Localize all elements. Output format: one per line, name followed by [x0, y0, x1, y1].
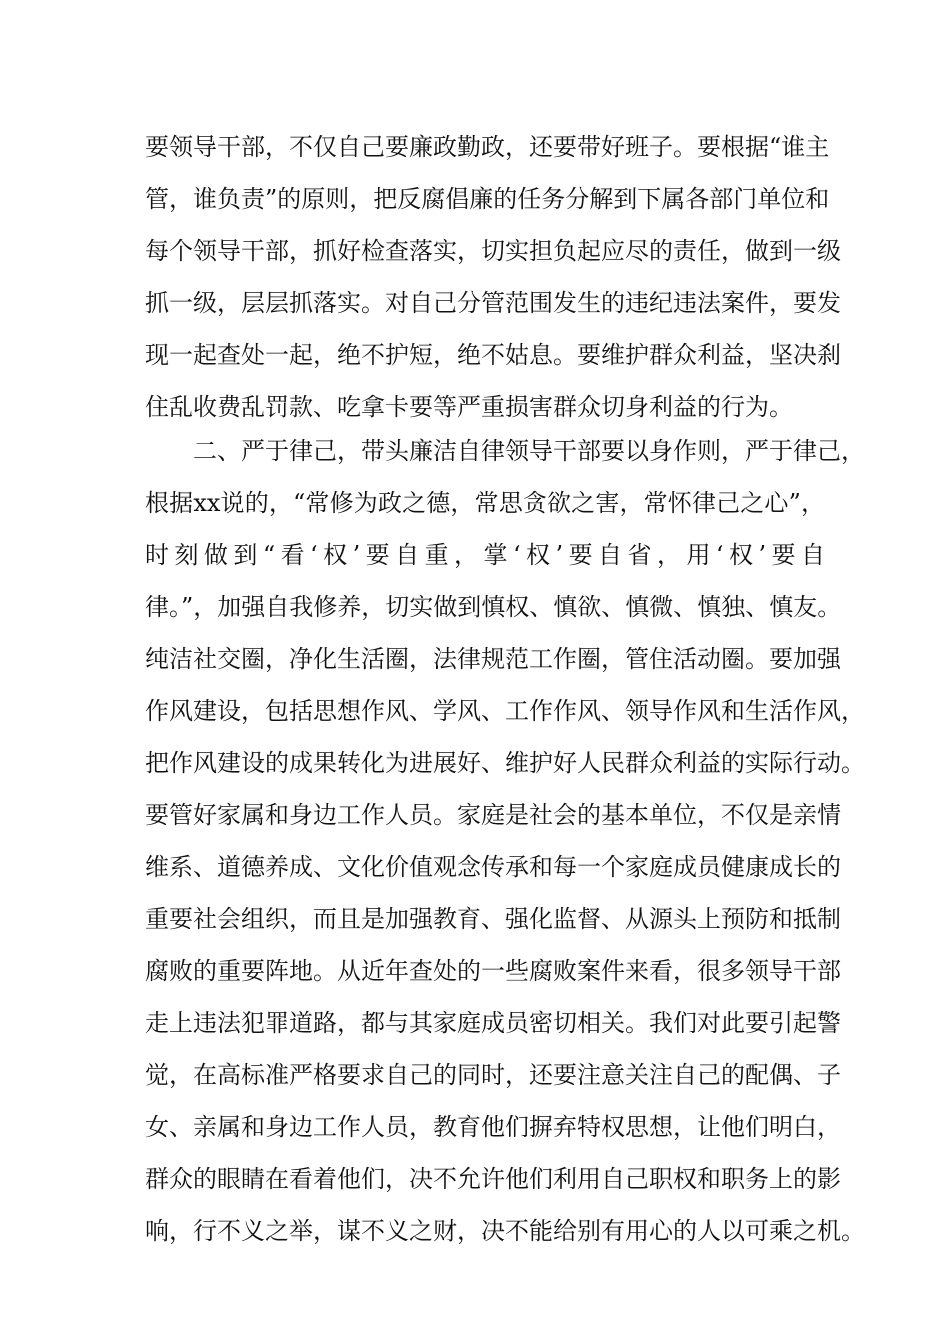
text-line: 觉，在高标准严格要求自己的同时，还要注意关注自己的配偶、子: [145, 1061, 841, 1089]
text-line: 纯洁社交圈，净化生活圈，法律规范工作圈，管住活动圈。要加强: [145, 645, 841, 673]
text-line: 要领导干部，不仅自己要廉政勤政，还要带好班子。要根据“谁主: [145, 133, 830, 161]
text-line: 维系、道德养成、文化价值观念传承和每一个家庭成员健康成长的: [145, 853, 841, 881]
text-line: 女、亲属和身边工作人员，教育他们摒弃特权思想，让他们明白，: [145, 1113, 841, 1141]
text-line: 群众的眼睛在看着他们，决不允许他们利用自己职权和职务上的影: [145, 1165, 841, 1193]
text-line: 重要社会组织，而且是加强教育、强化监督、从源头上预防和抵制: [145, 905, 841, 933]
text-line: 住乱收费乱罚款、吃拿卡要等严重损害群众切身利益的行为。: [145, 393, 793, 421]
text-line: 腐败的重要阵地。从近年查处的一些腐败案件来看，很多领导干部: [145, 957, 841, 985]
text-line: 现一起查处一起，绝不护短，绝不姑息。要维护群众利益，坚决刹: [145, 341, 841, 369]
paragraph-start-line: 二、严于律己，带头廉洁自律领导干部要以身作则，严于律己，: [193, 437, 865, 465]
text-line: 响，行不义之举，谋不义之财，决不能给别有用心的人以可乘之机。: [145, 1217, 865, 1245]
text-line: 根据xx说的，“常修为政之德，常思贪欲之害，常怀律己之心”，: [145, 489, 825, 517]
text-line: 管，谁负责”的原则，把反腐倡廉的任务分解到下属各部门单位和: [145, 185, 830, 213]
text-line: 时刻做到“看‘权’要自重，掌‘权’要自省，用‘权’要自: [145, 541, 825, 569]
text-line: 抓一级，层层抓落实。对自己分管范围发生的违纪违法案件，要发: [145, 289, 841, 317]
text-line: 每个领导干部，抓好检查落实，切实担负起应尽的责任，做到一级: [145, 237, 841, 265]
text-line: 要管好家属和身边工作人员。家庭是社会的基本单位，不仅是亲情: [145, 801, 841, 829]
text-line: 把作风建设的成果转化为进展好、维护好人民群众利益的实际行动。: [145, 749, 865, 777]
text-line: 作风建设，包括思想作风、学风、工作作风、领导作风和生活作风，: [145, 697, 865, 725]
text-line: 走上违法犯罪道路，都与其家庭成员密切相关。我们对此要引起警: [145, 1009, 841, 1037]
text-line: 律。”，加强自我修养，切实做到慎权、慎欲、慎微、慎独、慎友。: [145, 593, 842, 621]
